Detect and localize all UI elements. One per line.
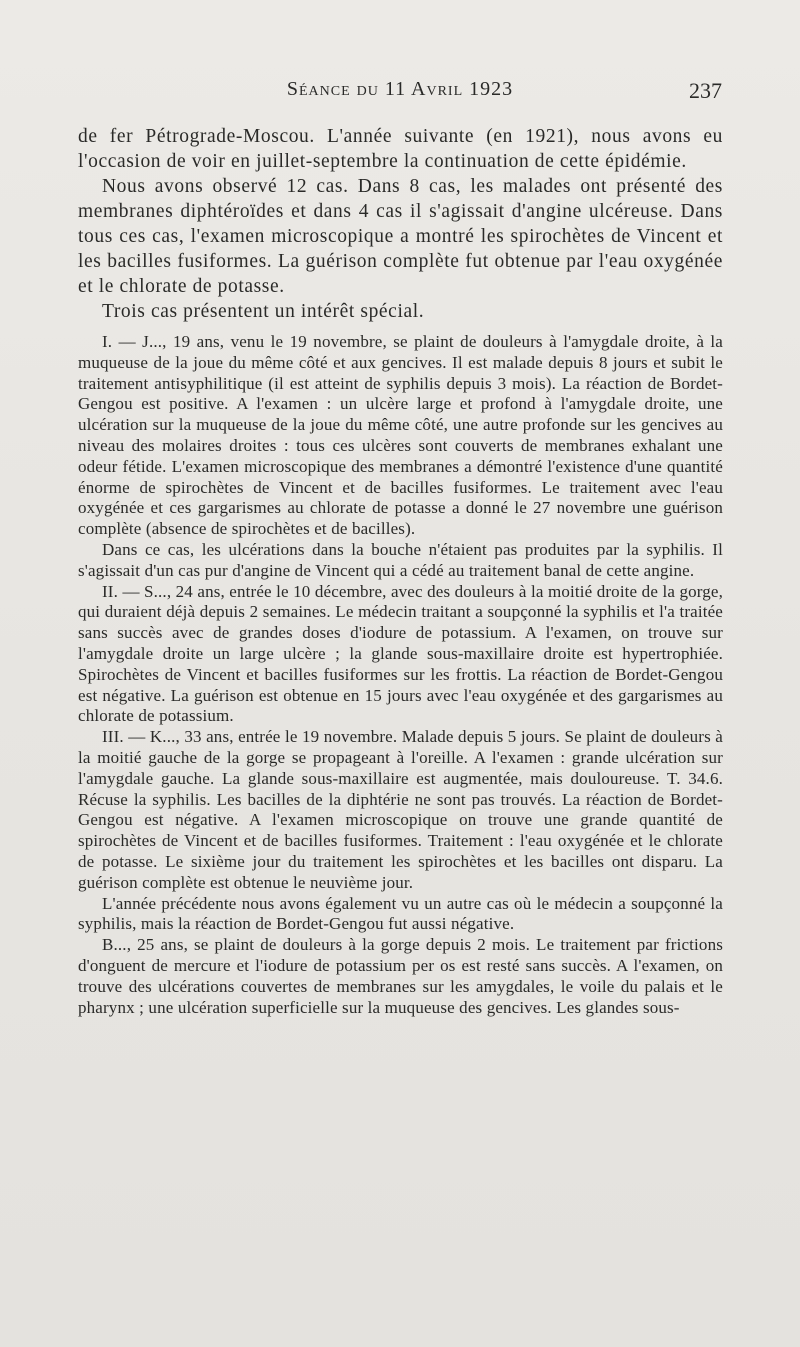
paragraph-observed-cases: Nous avons observé 12 cas. Dans 8 cas, les malades ont présenté des membranes diphtéroïdes et dans 4 cas il s'agissait d'angine ulcéreuse. Dans tous ces cas, l'examen microscopique a montré les spirochètes de Vincent et les bacilles fusiformes. La guérison complète fut obtenue par l'eau oxygénée et le chlorate de potasse. bbox=[78, 176, 723, 297]
paragraph-continuation: de fer Pétrograde-Moscou. L'année suivante (en 1921), nous avons eu l'occasion de voir en juillet-septembre la continuation de cette épidémie. bbox=[78, 126, 723, 172]
running-head: Séance du 11 Avril 1923 bbox=[286, 78, 514, 100]
paragraph-previous-year: L'année précédente nous avons également vu un autre cas où le médecin a soupçonné la syphilis, mais la réaction de Bordet-Gengou fut aussi négative. bbox=[78, 893, 723, 934]
page-header bbox=[78, 78, 722, 108]
paragraph-case-two: II. — S..., 24 ans, entrée le 10 décembre, avec des douleurs à la moitié droite de la gorge, qui duraient déjà depuis 2 semaines. Le médecin traitant a soupçonné la syphilis et l'a traitée sans succès avec de grandes doses d'iodure de potassium. A l'examen, on trouve sur l'amygdale droite un large ulcère ; la glande sous-maxillaire droite est hypertrophiée. Spirochètes de Vincent et bacilles fusiformes sur les frottis. La réaction de Bordet-Gengou est négative. La guérison est obtenue en 15 jours avec l'eau oxygénée et des gargarismes au chlorate de potassium. bbox=[78, 581, 723, 726]
body-text bbox=[78, 124, 723, 1018]
paragraph-case-three: III. — K..., 33 ans, entrée le 19 novembre. Malade depuis 5 jours. Se plaint de douleurs à la moitié gauche de la gorge se propageant à l'oreille. A l'examen : grande ulcération sur l'amygdale gauche. La glande sous-maxillaire est augmentée, mais douloureuse. T. 34.6. Récuse la syphilis. Les bacilles de la diphtérie ne sont pas trouvés. La réaction de Bordet-Gengou est négative. A l'examen microscopique on trouve une grande quantité de spirochètes de Vincent et de bacilles fusiformes. Traitement : l'eau oxygénée et le chlorate de potasse. Le sixième jour du traitement les spirochètes et les bacilles ont disparu. La guérison complète est obtenue le neuvième jour. bbox=[78, 727, 723, 892]
paragraph-case-b: B..., 25 ans, se plaint de douleurs à la gorge depuis 2 mois. Le traitement par frictions d'onguent de mercure et l'iodure de potassium per os est resté sans succès. A l'examen, on trouve des ulcérations couvertes de membranes sur les amygdales, le voile du palais et le pharynx ; une ulcération superficielle sur la muqueuse des gencives. Les glandes sous- bbox=[78, 935, 723, 1017]
paragraph-case-one-comment: Dans ce cas, les ulcérations dans la bouche n'étaient pas produites par la syphilis. Il s'agissait d'un cas pur d'angine de Vincent qui a cédé au traitement banal de cette angine. bbox=[78, 539, 723, 580]
paragraph-special-interest: Trois cas présentent un intérêt spécial. bbox=[102, 301, 425, 322]
page-number: 237 bbox=[689, 78, 722, 103]
paragraph-case-one: I. — J..., 19 ans, venu le 19 novembre, se plaint de douleurs à l'amygdale droite, à la muqueuse de la joue du même côté et aux gencives. Il est malade depuis 8 jours et subit le traitement antisyphilitique (il est atteint de syphilis depuis 3 mois). La réaction de Bordet-Gengou est positive. A l'examen : un ulcère large et profond à l'amygdale droite, une ulcération sur la muqueuse de la joue du même côté, une autre profonde sur les gencives au niveau des molaires droites : tous ces ulcères sont couverts de membranes exhalant une odeur fétide. L'examen microscopique des membranes a démontré l'existence d'une quantité énorme de spirochètes de Vincent et de bacilles fusiformes. Le traitement avec l'eau oxygénée et ces gargarismes au chlorate de potasse a donné le 27 novembre une guérison complète (absence de spirochètes et de bacilles). bbox=[78, 332, 723, 539]
